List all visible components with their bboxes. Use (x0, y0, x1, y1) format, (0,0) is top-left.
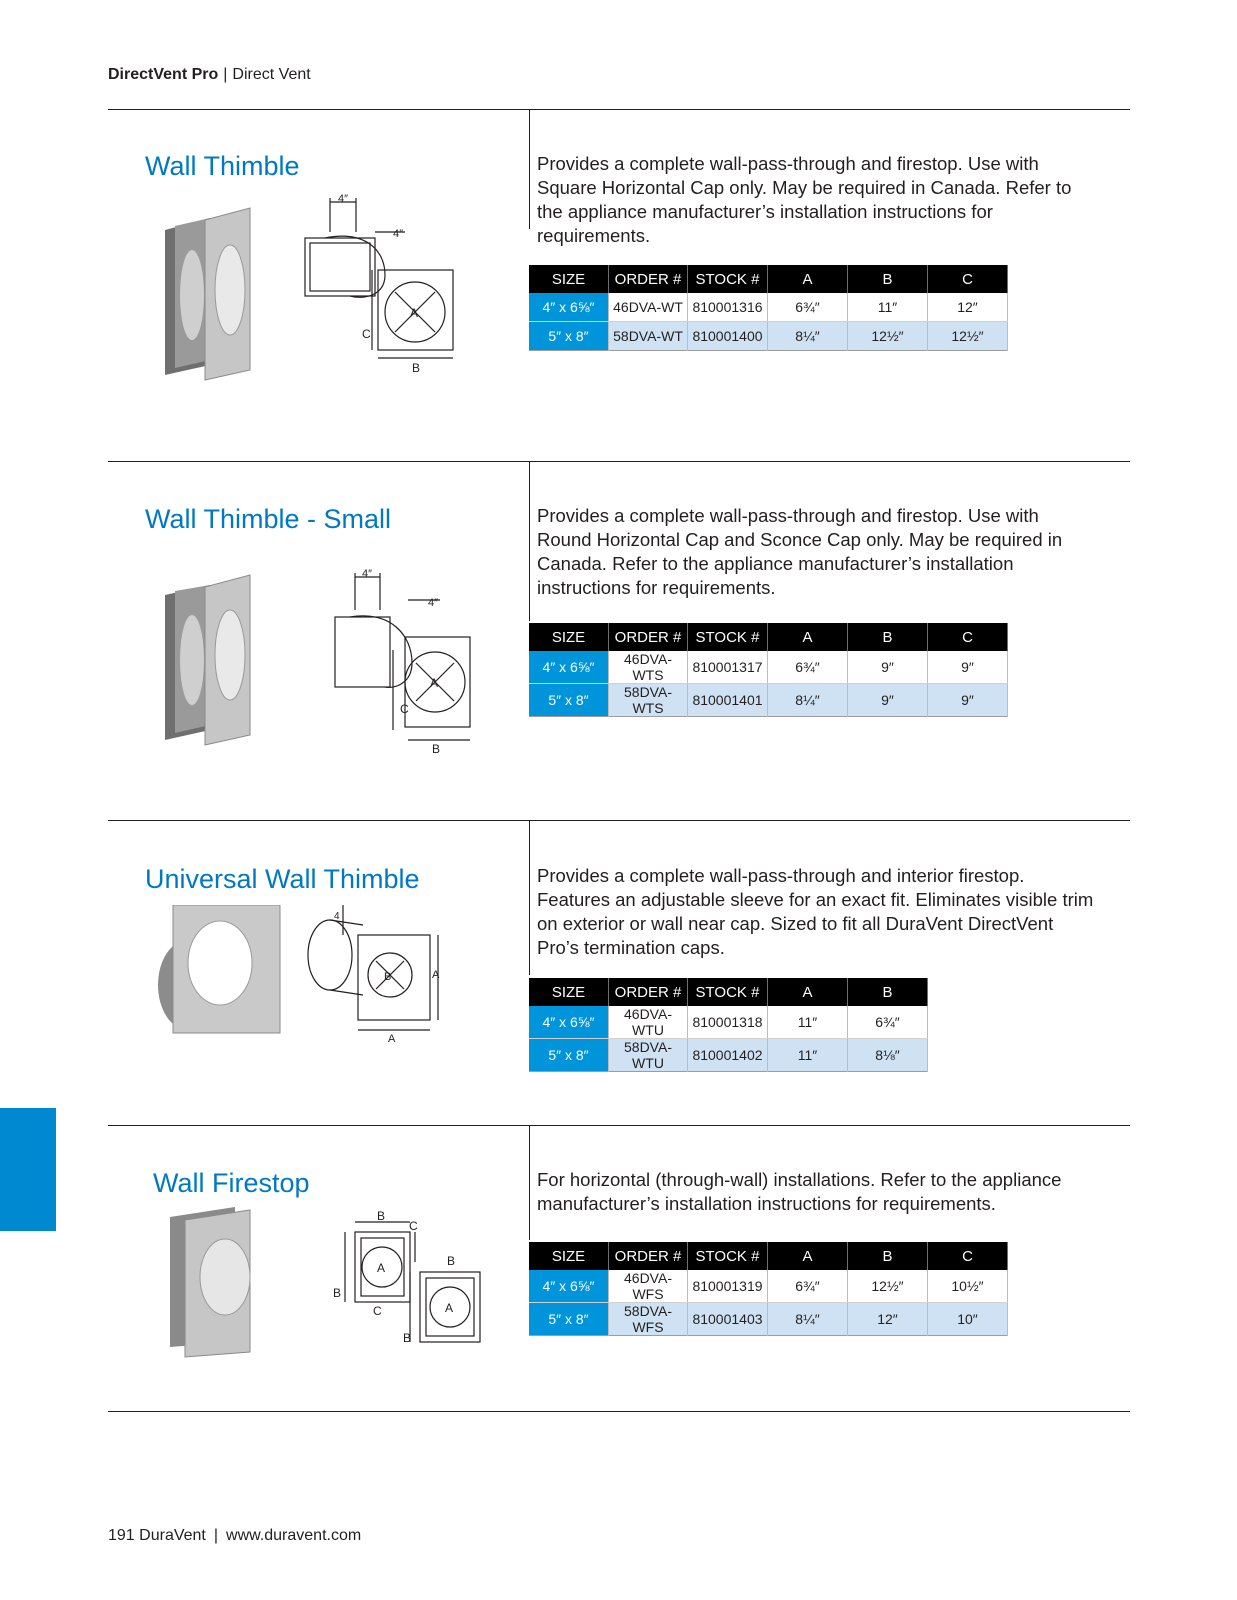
table-cell: 810001316 (688, 293, 768, 322)
table-cell: 58DVA-WFS (609, 1303, 688, 1336)
product-description: Provides a complete wall-pass-through and interior firestop. Features an adjustable sleeve for an exact fit. Eliminates visible trim on exterior or wall near cap. Sized to fit all DuraVent DirectVent Pro’s termination caps. (537, 865, 1094, 958)
wall-thimble-illustration (150, 190, 455, 395)
column-header: B (848, 978, 928, 1006)
dim-label: C (400, 702, 409, 716)
table-cell: 8¼″ (768, 322, 848, 351)
dim-label: A (410, 306, 419, 320)
footer-brand: DuraVent (139, 1527, 206, 1544)
spec-table (529, 265, 1008, 351)
table-row (529, 1270, 1008, 1303)
footer-url[interactable]: www.duravent.com (226, 1527, 362, 1544)
table-cell: 12″ (928, 293, 1008, 322)
table-cell: 4″ x 6⅝″ (529, 1006, 609, 1039)
dim-label: A (430, 676, 439, 690)
table-cell: 58DVA-WTU (609, 1039, 688, 1072)
table-cell: 46DVA-WT (609, 293, 688, 322)
table-cell: 810001401 (688, 684, 768, 717)
table-row (529, 293, 1008, 322)
wall-thimble-small-illustration (150, 565, 490, 765)
column-header: A (768, 265, 848, 293)
spec-table (529, 623, 1008, 717)
dim-label: B (403, 1331, 412, 1345)
side-tab-marker (0, 1108, 56, 1231)
table-row (529, 651, 1008, 684)
dim-label: B (412, 361, 421, 375)
dim-label: B (432, 742, 441, 756)
column-header: A (768, 1242, 848, 1270)
product-description: For horizontal (through-wall) installations. Refer to the appliance manufacturer’s installation instructions for requirements. (537, 1169, 1062, 1214)
column-header: SIZE (529, 623, 609, 651)
wall-firestop-illustration (165, 1202, 485, 1372)
column-header: A (768, 623, 848, 651)
dim-label: 4″ (362, 568, 373, 580)
section-divider (108, 1125, 1130, 1126)
product-title: Universal Wall Thimble (145, 864, 420, 894)
table-cell: 810001317 (688, 651, 768, 684)
dim-label: C (409, 1219, 418, 1233)
table-cell: 58DVA-WTS (609, 684, 688, 717)
column-header: C (928, 265, 1008, 293)
table-cell: 10″ (928, 1303, 1008, 1336)
table-cell: 9″ (848, 684, 928, 717)
column-header: A (768, 978, 848, 1006)
table-cell: 46DVA-WFS (609, 1270, 688, 1303)
dim-label: 4″ (338, 193, 349, 205)
dim-label: C (373, 1304, 382, 1318)
table-cell: 4″ x 6⅝″ (529, 651, 609, 684)
column-divider (529, 461, 530, 621)
column-divider (529, 820, 530, 975)
table-cell: 8¼″ (768, 1303, 848, 1336)
table-cell: 4″ x 6⅝″ (529, 293, 609, 322)
column-header: B (848, 265, 928, 293)
table-cell: 9″ (928, 651, 1008, 684)
column-divider (529, 1125, 530, 1240)
table-cell: 810001318 (688, 1006, 768, 1039)
table-row (529, 1006, 928, 1039)
table-cell: 810001319 (688, 1270, 768, 1303)
wall-thimble-photo (165, 208, 250, 380)
table-cell: 8⅛″ (848, 1039, 928, 1072)
column-header: C (928, 623, 1008, 651)
section-divider (108, 461, 1130, 462)
header-section: Direct Vent (232, 66, 311, 83)
table-header-row (529, 1242, 1008, 1270)
table-cell: 5″ x 8″ (529, 1039, 609, 1072)
column-header: STOCK # (688, 623, 768, 651)
table-cell: 9″ (848, 651, 928, 684)
table-cell: 12½″ (848, 322, 928, 351)
product-title: Wall Firestop (153, 1168, 310, 1198)
table-cell: 12½″ (848, 1270, 928, 1303)
product-description: Provides a complete wall-pass-through and firestop. Use with Round Horizontal Cap and Sconce Cap only. May be required in Canada. Refer to the appliance manufacturer’s installation instructions for requirements. (537, 505, 1063, 598)
dim-label: B (384, 971, 392, 983)
table-row (529, 1039, 928, 1072)
column-header: STOCK # (688, 1242, 768, 1270)
column-header: B (848, 623, 928, 651)
table-row (529, 322, 1008, 351)
product-title: Wall Thimble (145, 151, 300, 181)
spec-table (529, 1242, 1008, 1336)
table-cell: 6¾″ (848, 1006, 928, 1039)
column-header: ORDER # (609, 978, 688, 1006)
wall-firestop-line-drawing (345, 1222, 480, 1342)
running-header (108, 66, 311, 84)
dim-label: A (388, 1033, 396, 1045)
dim-label: A (445, 1301, 454, 1315)
section-divider (108, 820, 1130, 821)
page-footer (108, 1527, 361, 1545)
product-title: Wall Thimble - Small (145, 504, 392, 534)
table-cell: 810001403 (688, 1303, 768, 1336)
universal-wall-thimble-line-drawing (308, 905, 438, 1030)
table-cell: 6¾″ (768, 293, 848, 322)
header-separator: | (223, 66, 228, 83)
column-header: SIZE (529, 978, 609, 1006)
column-header: STOCK # (688, 978, 768, 1006)
product-description: Provides a complete wall-pass-through and firestop. Use with Square Horizontal Cap only. May be required in Canada. Refer to the appliance manufacturer’s installation instructions for requirements. (537, 153, 1072, 246)
table-cell: 46DVA-WTU (609, 1006, 688, 1039)
table-row (529, 1303, 1008, 1336)
footer-separator: | (213, 1527, 219, 1544)
section-divider (108, 1411, 1130, 1412)
table-cell: 810001402 (688, 1039, 768, 1072)
table-cell: 58DVA-WT (609, 322, 688, 351)
wall-firestop-photo (170, 1207, 250, 1357)
column-header: ORDER # (609, 265, 688, 293)
column-header: SIZE (529, 1242, 609, 1270)
universal-wall-thimble-illustration (148, 905, 458, 1075)
table-cell: 4″ x 6⅝″ (529, 1270, 609, 1303)
table-header-row (529, 978, 928, 1006)
page-number: 191 (108, 1527, 135, 1544)
table-cell: 9″ (928, 684, 1008, 717)
table-cell: 11″ (768, 1039, 848, 1072)
dim-label: C (362, 327, 371, 341)
header-brand: DirectVent Pro (108, 66, 219, 83)
table-header-row (529, 265, 1008, 293)
column-header: ORDER # (609, 623, 688, 651)
dim-label: 4″ (428, 597, 439, 609)
table-cell: 6¾″ (768, 1270, 848, 1303)
dim-label: 4″ (393, 228, 404, 240)
column-header: ORDER # (609, 1242, 688, 1270)
table-header-row (529, 623, 1008, 651)
dim-label: A (377, 1261, 386, 1275)
column-header: C (928, 1242, 1008, 1270)
table-cell: 810001400 (688, 322, 768, 351)
table-cell: 10½″ (928, 1270, 1008, 1303)
table-cell: 11″ (848, 293, 928, 322)
table-cell: 12½″ (928, 322, 1008, 351)
section-divider (108, 109, 1130, 110)
column-divider (529, 109, 530, 229)
wall-thimble-line-drawing (305, 198, 453, 358)
column-header: B (848, 1242, 928, 1270)
dim-label: A (432, 969, 440, 981)
dim-label: B (333, 1286, 342, 1300)
wall-thimble-small-photo (165, 575, 250, 745)
table-cell: 5″ x 8″ (529, 1303, 609, 1336)
table-cell: 46DVA-WTS (609, 651, 688, 684)
table-cell: 11″ (768, 1006, 848, 1039)
dim-label: 4 (334, 911, 340, 922)
table-cell: 5″ x 8″ (529, 322, 609, 351)
column-header: STOCK # (688, 265, 768, 293)
universal-wall-thimble-photo (158, 905, 280, 1033)
dim-label: B (447, 1254, 456, 1268)
table-cell: 5″ x 8″ (529, 684, 609, 717)
table-cell: 6¾″ (768, 651, 848, 684)
spec-table (529, 978, 928, 1072)
table-cell: 12″ (848, 1303, 928, 1336)
column-header: SIZE (529, 265, 609, 293)
table-cell: 8¼″ (768, 684, 848, 717)
dim-label: B (377, 1209, 386, 1223)
table-row (529, 684, 1008, 717)
